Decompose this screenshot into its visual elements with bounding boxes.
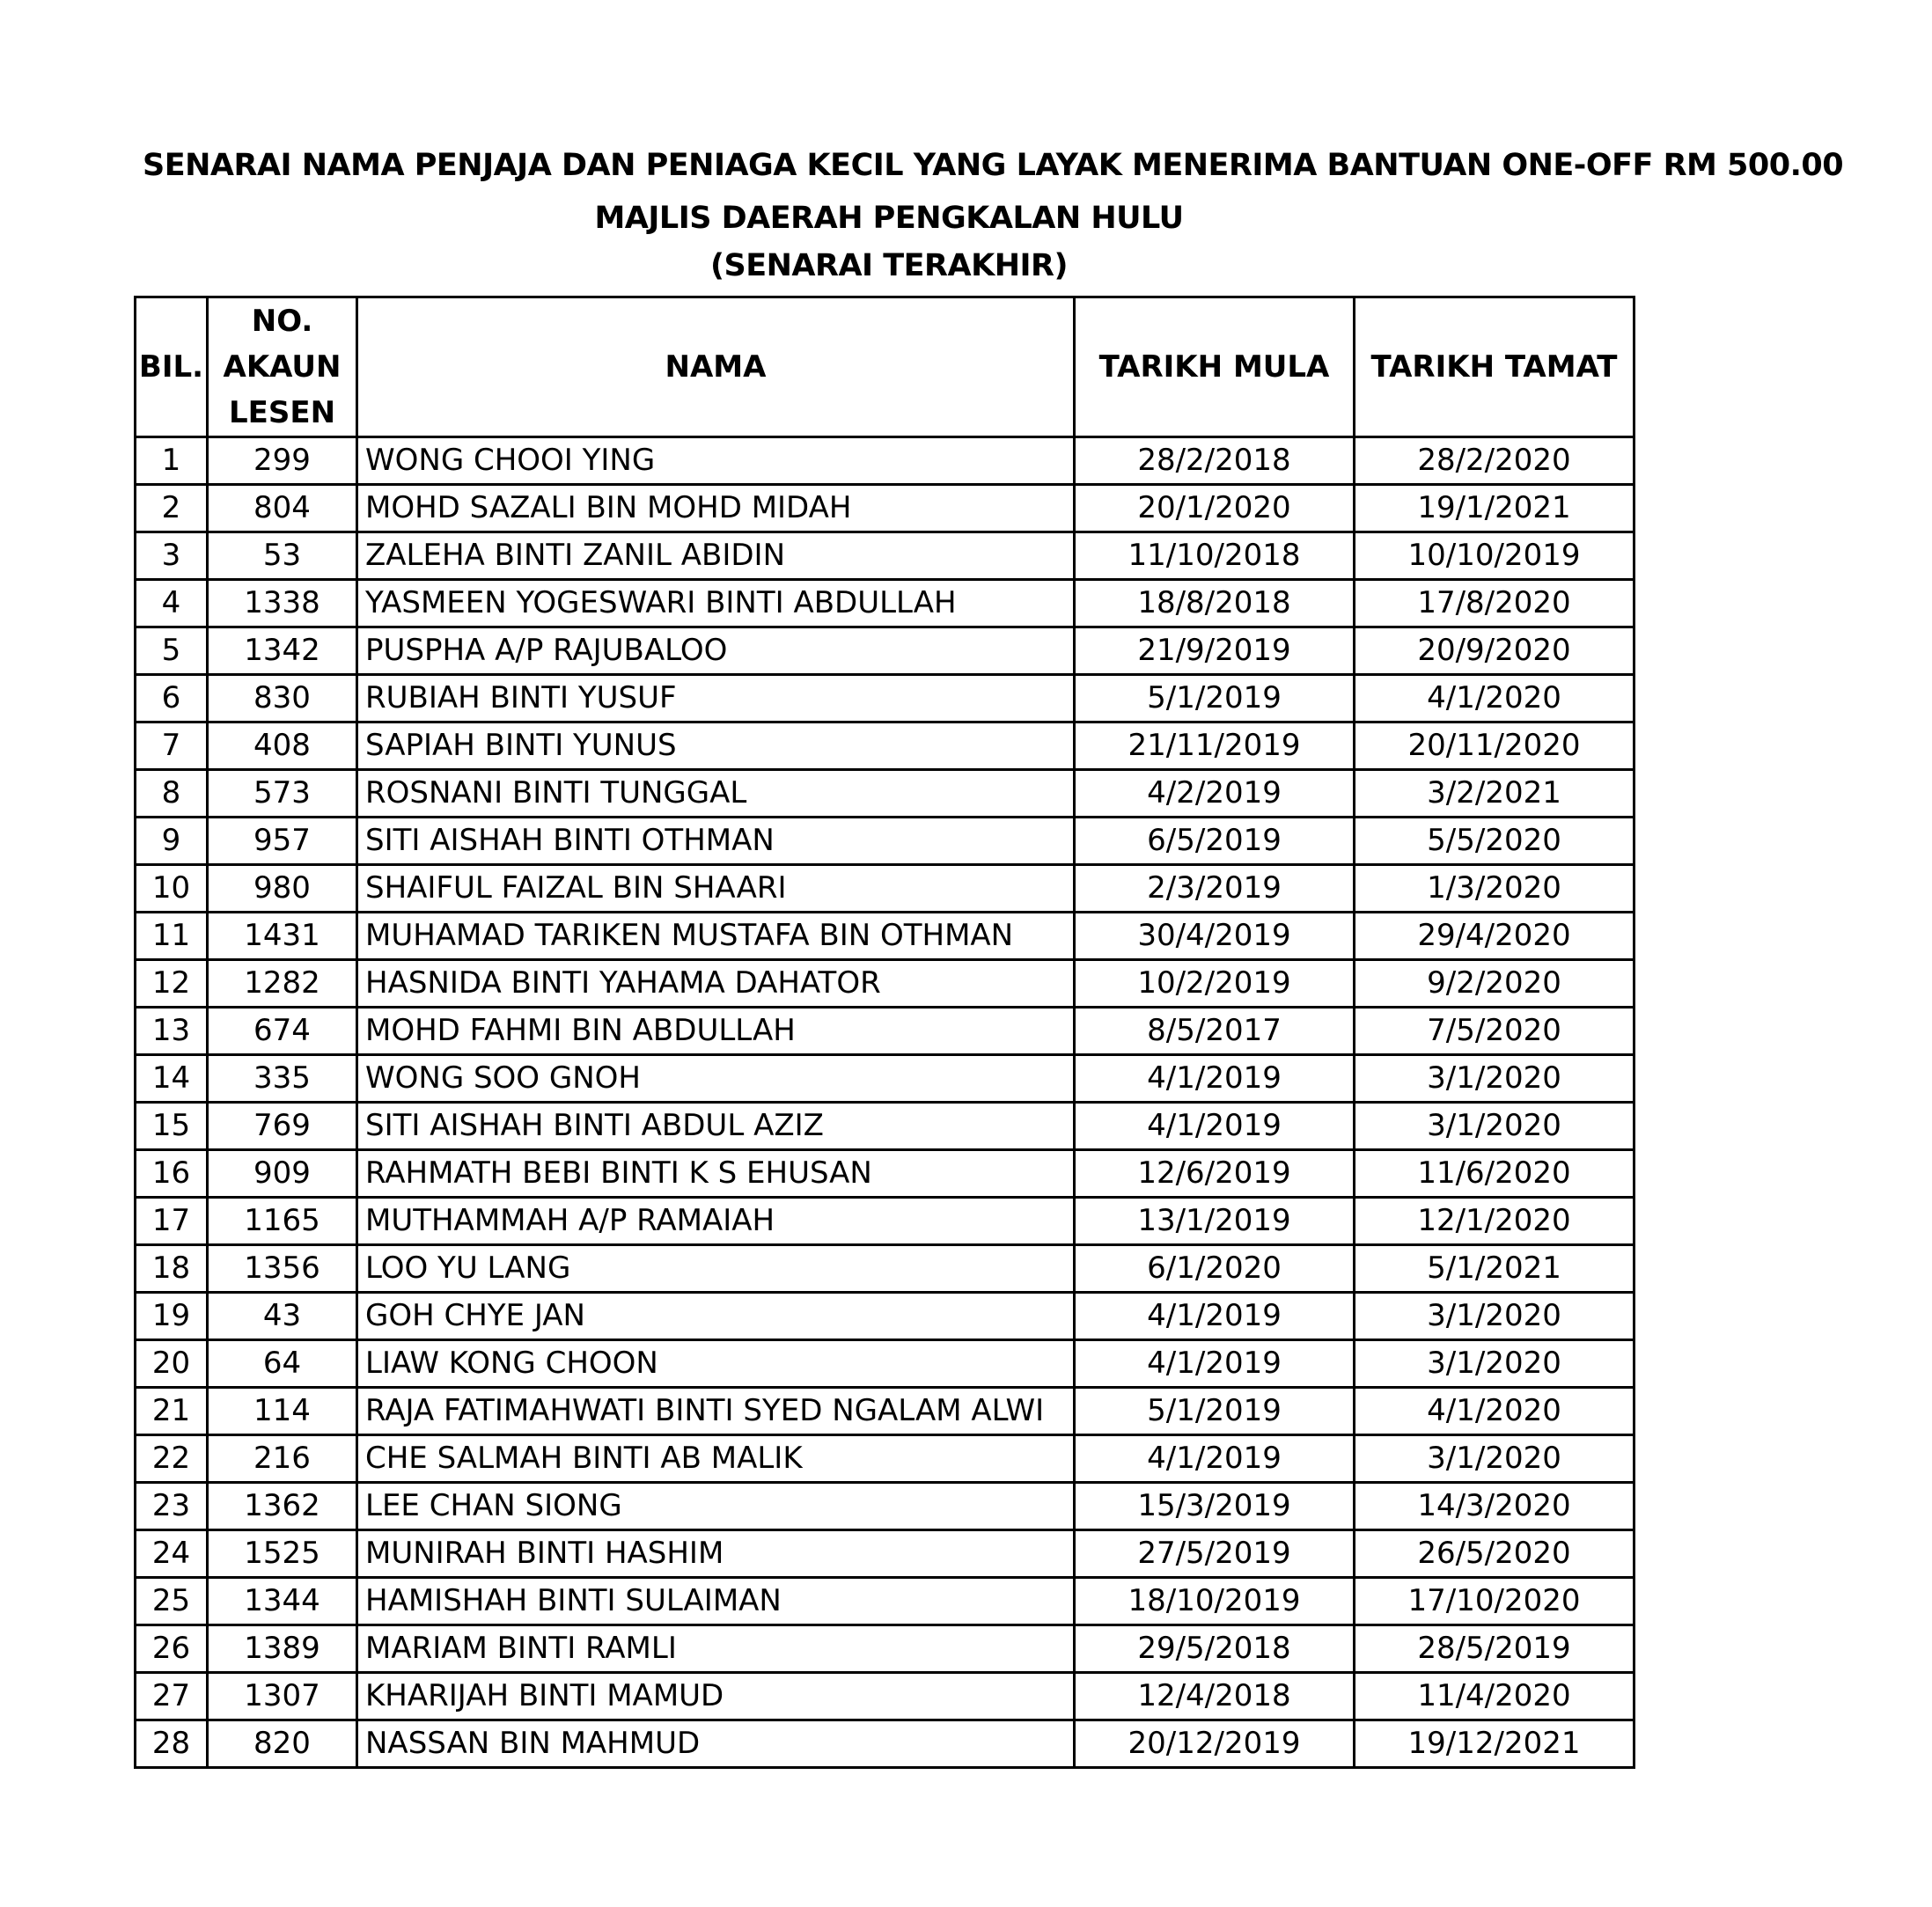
cell-tarikh-tamat: 9/2/2020 (1355, 960, 1634, 1008)
cell-tarikh-mula: 12/6/2019 (1075, 1150, 1355, 1198)
cell-bil: 25 (136, 1578, 208, 1625)
cell-tarikh-mula: 20/12/2019 (1075, 1720, 1355, 1768)
table-row (136, 1625, 1634, 1673)
cell-tarikh-mula: 5/1/2019 (1075, 1388, 1355, 1435)
cell-tarikh-tamat: 1/3/2020 (1355, 865, 1634, 913)
cell-bil: 18 (136, 1245, 208, 1293)
cell-akaun: 804 (208, 485, 357, 532)
cell-bil: 23 (136, 1483, 208, 1530)
cell-tarikh-tamat: 5/1/2021 (1355, 1245, 1634, 1293)
cell-akaun: 1431 (208, 913, 357, 960)
cell-tarikh-mula: 10/2/2019 (1075, 960, 1355, 1008)
table-row (136, 1150, 1634, 1198)
table-body (136, 437, 1634, 1768)
cell-tarikh-tamat: 4/1/2020 (1355, 675, 1634, 722)
header-akaun-line1: NO. (251, 304, 313, 339)
cell-tarikh-mula: 5/1/2019 (1075, 675, 1355, 722)
table-row (136, 627, 1634, 675)
table-row (136, 437, 1634, 485)
cell-tarikh-tamat: 28/5/2019 (1355, 1625, 1634, 1673)
cell-akaun: 408 (208, 722, 357, 770)
cell-nama: SITI AISHAH BINTI ABDUL AZIZ (357, 1103, 1075, 1150)
cell-nama: WONG CHOOI YING (357, 437, 1075, 485)
table-header-row (136, 297, 1634, 437)
table-row (136, 770, 1634, 818)
cell-tarikh-tamat: 19/12/2021 (1355, 1720, 1634, 1768)
table-row (136, 1103, 1634, 1150)
header-tarikh-mula: TARIKH MULA (1075, 297, 1355, 437)
table-row (136, 1578, 1634, 1625)
cell-nama: SAPIAH BINTI YUNUS (357, 722, 1075, 770)
cell-nama: RUBIAH BINTI YUSUF (357, 675, 1075, 722)
table-row (136, 1720, 1634, 1768)
cell-nama: KHARIJAH BINTI MAMUD (357, 1673, 1075, 1720)
cell-tarikh-mula: 15/3/2019 (1075, 1483, 1355, 1530)
cell-tarikh-tamat: 3/1/2020 (1355, 1435, 1634, 1483)
cell-tarikh-mula: 11/10/2018 (1075, 532, 1355, 580)
cell-nama: RAJA FATIMAHWATI BINTI SYED NGALAM ALWI (357, 1388, 1075, 1435)
document-title-text: SENARAI NAMA PENJAJA DAN PENIAGA KECIL YANG LAYAK MENERIMA BANTUAN ONE-OFF RM 500.00 (143, 148, 1844, 183)
cell-tarikh-tamat: 17/8/2020 (1355, 580, 1634, 627)
cell-bil: 2 (136, 485, 208, 532)
cell-tarikh-tamat: 7/5/2020 (1355, 1008, 1634, 1055)
cell-akaun: 980 (208, 865, 357, 913)
cell-tarikh-tamat: 17/10/2020 (1355, 1578, 1634, 1625)
cell-tarikh-mula: 4/1/2019 (1075, 1293, 1355, 1340)
cell-akaun: 1342 (208, 627, 357, 675)
table-row (136, 675, 1634, 722)
cell-bil: 3 (136, 532, 208, 580)
cell-bil: 6 (136, 675, 208, 722)
header-nama: NAMA (357, 297, 1075, 437)
table-row (136, 1198, 1634, 1245)
cell-tarikh-tamat: 29/4/2020 (1355, 913, 1634, 960)
cell-tarikh-tamat: 11/4/2020 (1355, 1673, 1634, 1720)
cell-akaun: 830 (208, 675, 357, 722)
cell-tarikh-mula: 4/1/2019 (1075, 1103, 1355, 1150)
cell-nama: GOH CHYE JAN (357, 1293, 1075, 1340)
table-row (136, 865, 1634, 913)
header-akaun-line2: AKAUN (223, 349, 342, 385)
cell-tarikh-tamat: 3/1/2020 (1355, 1103, 1634, 1150)
cell-akaun: 769 (208, 1103, 357, 1150)
cell-tarikh-mula: 8/5/2017 (1075, 1008, 1355, 1055)
table-row (136, 580, 1634, 627)
cell-nama: MOHD FAHMI BIN ABDULLAH (357, 1008, 1075, 1055)
table-row (136, 818, 1634, 865)
cell-tarikh-tamat: 10/10/2019 (1355, 532, 1634, 580)
cell-akaun: 53 (208, 532, 357, 580)
cell-akaun: 1344 (208, 1578, 357, 1625)
table-row (136, 1055, 1634, 1103)
cell-bil: 15 (136, 1103, 208, 1150)
cell-bil: 17 (136, 1198, 208, 1245)
cell-akaun: 820 (208, 1720, 357, 1768)
table-row (136, 1483, 1634, 1530)
cell-nama: MARIAM BINTI RAMLI (357, 1625, 1075, 1673)
cell-nama: HAMISHAH BINTI SULAIMAN (357, 1578, 1075, 1625)
cell-tarikh-tamat: 20/9/2020 (1355, 627, 1634, 675)
cell-nama: MOHD SAZALI BIN MOHD MIDAH (357, 485, 1075, 532)
document-subtitle: MAJLIS DAERAH PENGKALAN HULU (594, 201, 1184, 236)
cell-nama: SITI AISHAH BINTI OTHMAN (357, 818, 1075, 865)
cell-bil: 24 (136, 1530, 208, 1578)
cell-bil: 22 (136, 1435, 208, 1483)
cell-akaun: 1307 (208, 1673, 357, 1720)
cell-bil: 20 (136, 1340, 208, 1388)
cell-bil: 11 (136, 913, 208, 960)
cell-nama: LIAW KONG CHOON (357, 1340, 1075, 1388)
cell-bil: 19 (136, 1293, 208, 1340)
header-akaun-lesen (208, 297, 357, 437)
cell-akaun: 299 (208, 437, 357, 485)
header-akaun-line3: LESEN (228, 395, 336, 430)
cell-tarikh-mula: 21/11/2019 (1075, 722, 1355, 770)
header-bil: BIL. (136, 297, 208, 437)
cell-tarikh-mula: 18/8/2018 (1075, 580, 1355, 627)
cell-tarikh-mula: 21/9/2019 (1075, 627, 1355, 675)
cell-bil: 12 (136, 960, 208, 1008)
table-row (136, 1340, 1634, 1388)
cell-nama: RAHMATH BEBI BINTI K S EHUSAN (357, 1150, 1075, 1198)
table-row (136, 532, 1634, 580)
cell-bil: 10 (136, 865, 208, 913)
table-row (136, 1435, 1634, 1483)
cell-bil: 8 (136, 770, 208, 818)
cell-tarikh-tamat: 3/2/2021 (1355, 770, 1634, 818)
cell-nama: YASMEEN YOGESWARI BINTI ABDULLAH (357, 580, 1075, 627)
cell-tarikh-mula: 6/1/2020 (1075, 1245, 1355, 1293)
cell-tarikh-mula: 30/4/2019 (1075, 913, 1355, 960)
cell-akaun: 64 (208, 1340, 357, 1388)
cell-akaun: 216 (208, 1435, 357, 1483)
cell-bil: 1 (136, 437, 208, 485)
header-tarikh-tamat: TARIKH TAMAT (1355, 297, 1634, 437)
cell-akaun: 1362 (208, 1483, 357, 1530)
document-list-status: (SENARAI TERAKHIR) (710, 248, 1068, 283)
cell-nama: MUTHAMMAH A/P RAMAIAH (357, 1198, 1075, 1245)
cell-nama: HASNIDA BINTI YAHAMA DAHATOR (357, 960, 1075, 1008)
cell-tarikh-mula: 4/2/2019 (1075, 770, 1355, 818)
cell-akaun: 43 (208, 1293, 357, 1340)
cell-tarikh-tamat: 11/6/2020 (1355, 1150, 1634, 1198)
cell-bil: 16 (136, 1150, 208, 1198)
cell-bil: 7 (136, 722, 208, 770)
cell-tarikh-mula: 6/5/2019 (1075, 818, 1355, 865)
cell-nama: MUHAMAD TARIKEN MUSTAFA BIN OTHMAN (357, 913, 1075, 960)
cell-tarikh-tamat: 19/1/2021 (1355, 485, 1634, 532)
cell-tarikh-mula: 4/1/2019 (1075, 1340, 1355, 1388)
table-row (136, 913, 1634, 960)
cell-akaun: 1525 (208, 1530, 357, 1578)
cell-nama: ROSNANI BINTI TUNGGAL (357, 770, 1075, 818)
table-row (136, 1388, 1634, 1435)
cell-tarikh-mula: 2/3/2019 (1075, 865, 1355, 913)
cell-akaun: 957 (208, 818, 357, 865)
cell-bil: 9 (136, 818, 208, 865)
cell-bil: 5 (136, 627, 208, 675)
cell-akaun: 1389 (208, 1625, 357, 1673)
cell-tarikh-mula: 29/5/2018 (1075, 1625, 1355, 1673)
table-row (136, 1245, 1634, 1293)
cell-tarikh-mula: 12/4/2018 (1075, 1673, 1355, 1720)
recipient-table (134, 296, 1635, 1769)
cell-tarikh-mula: 27/5/2019 (1075, 1530, 1355, 1578)
table-row (136, 1530, 1634, 1578)
cell-akaun: 1356 (208, 1245, 357, 1293)
cell-akaun: 573 (208, 770, 357, 818)
cell-tarikh-tamat: 28/2/2020 (1355, 437, 1634, 485)
cell-nama: NASSAN BIN MAHMUD (357, 1720, 1075, 1768)
cell-akaun: 1338 (208, 580, 357, 627)
table-row (136, 485, 1634, 532)
cell-nama: LOO YU LANG (357, 1245, 1075, 1293)
cell-bil: 21 (136, 1388, 208, 1435)
cell-tarikh-tamat: 3/1/2020 (1355, 1055, 1634, 1103)
cell-bil: 27 (136, 1673, 208, 1720)
cell-tarikh-tamat: 4/1/2020 (1355, 1388, 1634, 1435)
cell-tarikh-mula: 20/1/2020 (1075, 485, 1355, 532)
cell-tarikh-mula: 18/10/2019 (1075, 1578, 1355, 1625)
cell-tarikh-tamat: 20/11/2020 (1355, 722, 1634, 770)
cell-nama: LEE CHAN SIONG (357, 1483, 1075, 1530)
cell-tarikh-mula: 4/1/2019 (1075, 1055, 1355, 1103)
cell-tarikh-tamat: 12/1/2020 (1355, 1198, 1634, 1245)
cell-tarikh-mula: 28/2/2018 (1075, 437, 1355, 485)
cell-akaun: 909 (208, 1150, 357, 1198)
cell-akaun: 1165 (208, 1198, 357, 1245)
cell-nama: SHAIFUL FAIZAL BIN SHAARI (357, 865, 1075, 913)
table-row (136, 722, 1634, 770)
cell-akaun: 114 (208, 1388, 357, 1435)
cell-bil: 28 (136, 1720, 208, 1768)
cell-tarikh-tamat: 5/5/2020 (1355, 818, 1634, 865)
cell-tarikh-mula: 4/1/2019 (1075, 1435, 1355, 1483)
cell-nama: ZALEHA BINTI ZANIL ABIDIN (357, 532, 1075, 580)
table-row (136, 1008, 1634, 1055)
cell-akaun: 674 (208, 1008, 357, 1055)
cell-tarikh-tamat: 26/5/2020 (1355, 1530, 1634, 1578)
cell-bil: 4 (136, 580, 208, 627)
cell-akaun: 335 (208, 1055, 357, 1103)
table-row (136, 1293, 1634, 1340)
cell-tarikh-tamat: 14/3/2020 (1355, 1483, 1634, 1530)
table-row (136, 1673, 1634, 1720)
cell-nama: CHE SALMAH BINTI AB MALIK (357, 1435, 1075, 1483)
cell-tarikh-mula: 13/1/2019 (1075, 1198, 1355, 1245)
cell-bil: 13 (136, 1008, 208, 1055)
cell-tarikh-tamat: 3/1/2020 (1355, 1340, 1634, 1388)
cell-bil: 26 (136, 1625, 208, 1673)
cell-bil: 14 (136, 1055, 208, 1103)
cell-nama: MUNIRAH BINTI HASHIM (357, 1530, 1075, 1578)
cell-nama: PUSPHA A/P RAJUBALOO (357, 627, 1075, 675)
cell-nama: WONG SOO GNOH (357, 1055, 1075, 1103)
table-row (136, 960, 1634, 1008)
cell-tarikh-tamat: 3/1/2020 (1355, 1293, 1634, 1340)
cell-akaun: 1282 (208, 960, 357, 1008)
